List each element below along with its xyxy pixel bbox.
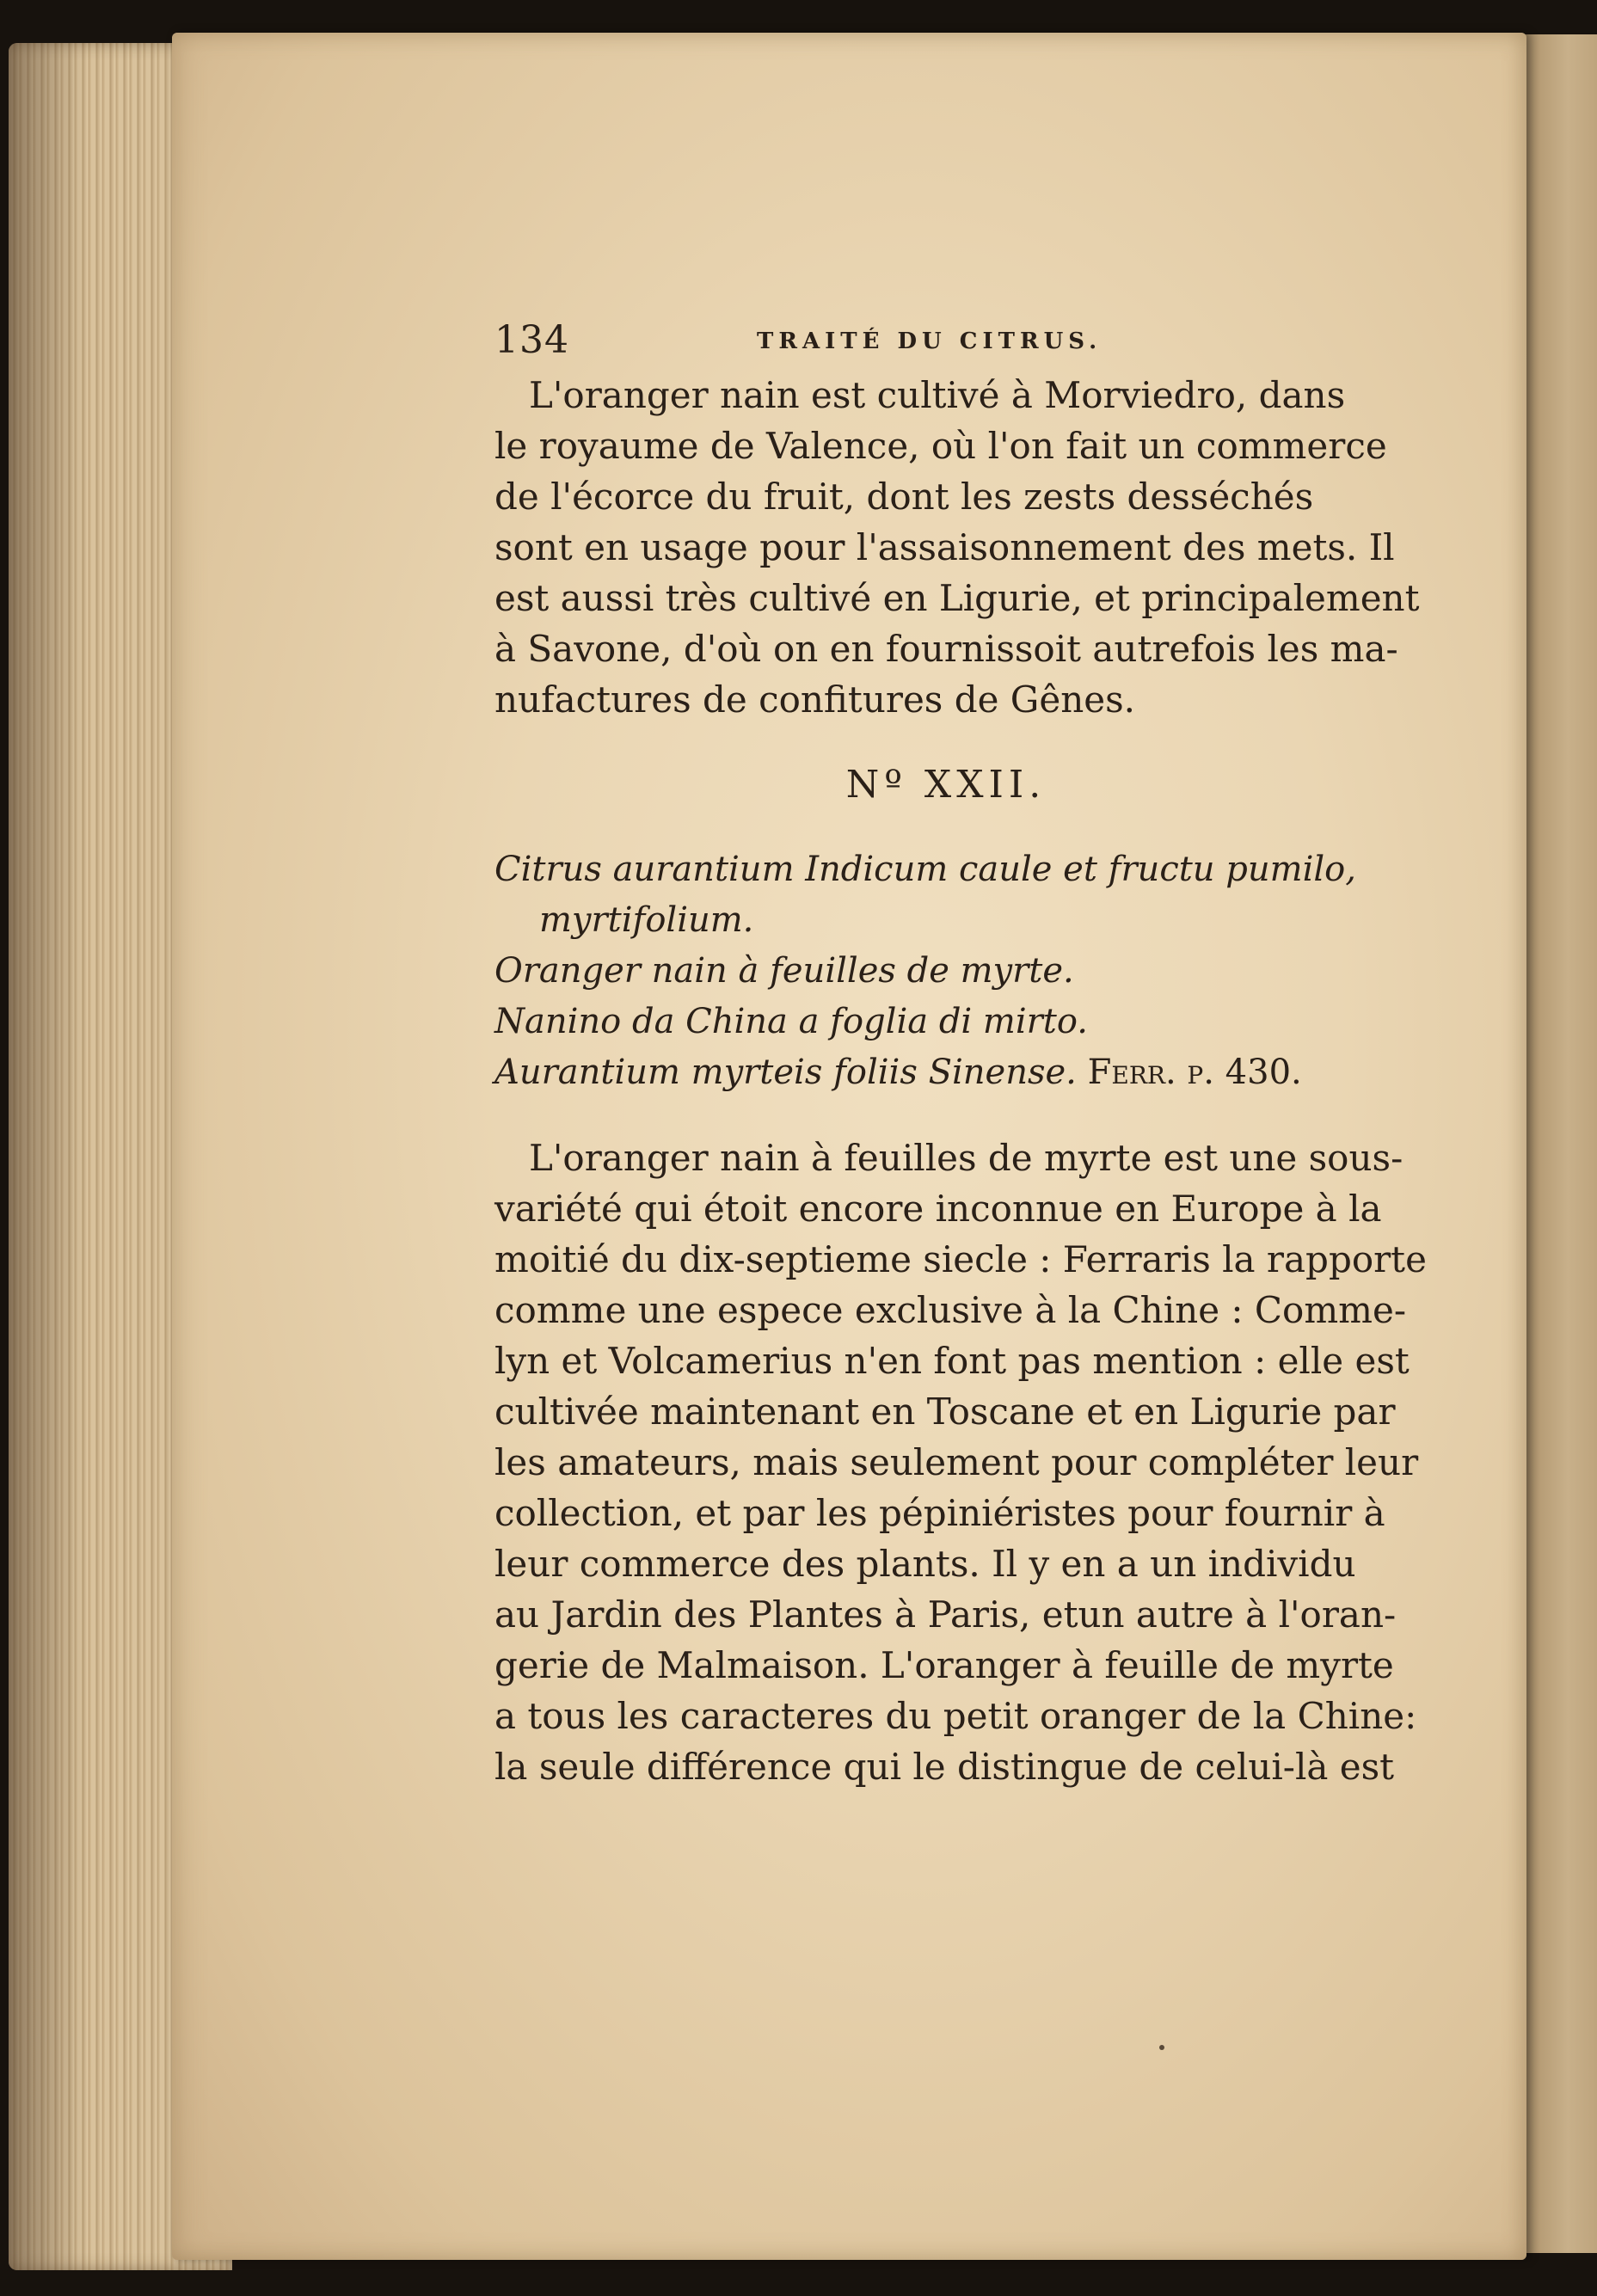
text-line: gerie de Malmaison. L'oranger à feuille de myrte <box>494 1644 1394 1686</box>
running-head <box>494 318 1397 370</box>
synonym-list <box>494 844 1397 1098</box>
bibliographic-reference: Ferr. p. 430. <box>1087 1053 1302 1092</box>
text-line: nufactures de confitures de Gênes. <box>494 678 1136 721</box>
text-line: a tous les caracteres du petit oranger de la Chine: <box>494 1695 1417 1737</box>
synonym-line: myrtifolium. <box>539 900 754 940</box>
synonym-line: Oranger nain à feuilles de myrte. <box>494 951 1074 991</box>
text-line: est aussi très cultivé en Ligurie, et principalement <box>494 577 1420 619</box>
text-line: de l'écorce du fruit, dont les zests desséchés <box>494 476 1314 518</box>
paragraph-dwarf-orange <box>494 370 1420 725</box>
page-stack-shadow <box>9 43 86 2270</box>
synonym-text: Aurantium myrteis foliis Sinense. <box>494 1053 1077 1092</box>
text-line: collection, et par les pépiniéristes pour fournir à <box>494 1492 1385 1534</box>
text-line: cultivée maintenant en Toscane et en Ligurie par <box>494 1390 1396 1433</box>
text-line: le royaume de Valence, où l'on fait un commerce <box>494 425 1387 467</box>
text-line: les amateurs, mais seulement pour compléter leur <box>494 1441 1419 1483</box>
text-line: lyn et Volcamerius n'en font pas mention : elle est <box>494 1340 1410 1382</box>
text-line: leur commerce des plants. Il y en a un individu <box>494 1543 1356 1585</box>
text-line: comme une espece exclusive à la Chine : Comme- <box>494 1289 1407 1331</box>
section-heading: Nº XXII. <box>845 763 1047 807</box>
paper-speck <box>1159 2045 1164 2050</box>
text-line: au Jardin des Plantes à Paris, etun autre à l'oran- <box>494 1593 1397 1636</box>
text-line: à Savone, d'où on en fournissoit autrefois les ma- <box>494 628 1398 670</box>
synonym-line: Nanino da China a foglia di mirto. <box>494 1002 1088 1041</box>
text-line: moitié du dix-septieme siecle : Ferraris la rapporte <box>494 1238 1427 1280</box>
text-line: la seule différence qui le distingue de celui-là est <box>494 1746 1395 1788</box>
text-line: sont en usage pour l'assaisonnement des mets. Il <box>494 526 1395 568</box>
facing-page-edge <box>1518 34 1597 2253</box>
page-text-block <box>494 318 1427 1792</box>
page-number: 134 <box>494 318 569 362</box>
paragraph-myrtle-leaf-orange <box>494 1133 1427 1792</box>
synonym-line-with-reference <box>494 1047 1397 1098</box>
text-line: variété qui étoit encore inconnue en Europe à la <box>494 1188 1382 1230</box>
text-line: L'oranger nain à feuilles de myrte est une sous- <box>529 1137 1404 1179</box>
text-line: L'oranger nain est cultivé à Morviedro, dans <box>529 374 1346 416</box>
synonym-line: Citrus aurantium Indicum caule et fructu pumilo, <box>494 850 1356 889</box>
running-title: TRAITÉ DU CITRUS. <box>757 328 1103 354</box>
